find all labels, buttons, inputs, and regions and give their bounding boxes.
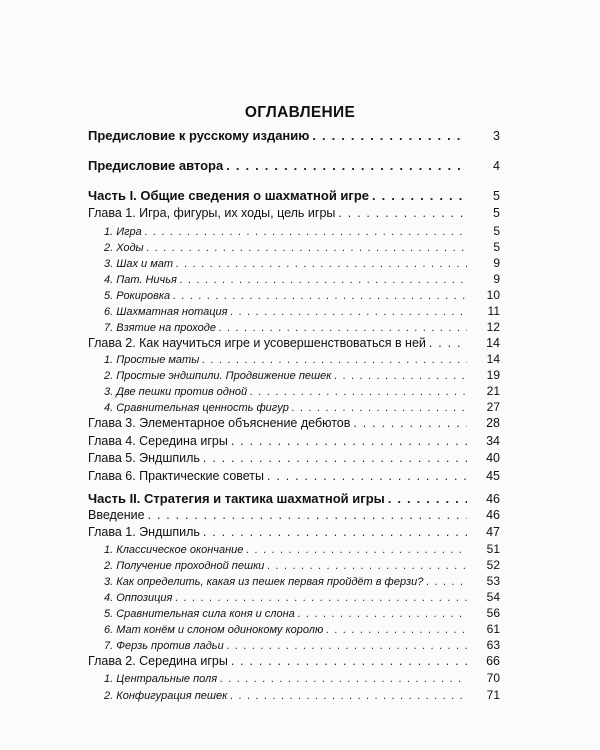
toc-entry-page-number: 3 xyxy=(493,129,500,143)
toc-entry-title: 5. Рокировка xyxy=(104,290,171,302)
toc-entry xyxy=(88,688,500,702)
toc-entry xyxy=(88,606,500,620)
toc-entry-title: Глава 5. Эндшпиль xyxy=(88,451,200,465)
toc-entry-title: Предисловие автора xyxy=(88,158,224,173)
toc-entry-page-number: 34 xyxy=(486,434,500,448)
toc-entry xyxy=(88,240,500,254)
toc-entry-page-number: 27 xyxy=(486,400,500,414)
toc-entry-page-number: 11 xyxy=(487,304,500,318)
dot-leader xyxy=(372,188,467,203)
toc-entry-title: 4. Пат. Ничья xyxy=(104,274,177,286)
toc-entry-title: 1. Простые маты xyxy=(104,354,200,366)
toc-entry-page-number: 9 xyxy=(493,256,500,270)
dot-leader xyxy=(426,576,467,588)
toc-entry-title: 1. Игра xyxy=(104,226,142,238)
toc-entry-page-number: 46 xyxy=(486,492,500,506)
dot-leader xyxy=(250,386,467,398)
toc-entry-title: 5. Сравнительная сила коня и слона xyxy=(104,608,295,620)
dot-leader xyxy=(147,242,467,254)
toc-entry-title: Часть II. Стратегия и тактика шахматной игры xyxy=(88,491,385,506)
dot-leader xyxy=(226,158,467,173)
dot-leader xyxy=(231,654,467,668)
toc-entry-title: Введение xyxy=(88,508,145,522)
dot-leader xyxy=(202,354,467,366)
toc-entry-title: 3. Две пешки против одной xyxy=(104,386,248,398)
toc-entry-page-number: 5 xyxy=(493,206,500,220)
toc-entry xyxy=(88,491,500,506)
toc-entry-title: Глава 6. Практические советы xyxy=(88,469,265,483)
dot-leader xyxy=(338,206,467,220)
dot-leader xyxy=(388,491,467,506)
toc-entry xyxy=(88,288,500,302)
toc-entry-page-number: 19 xyxy=(486,368,500,382)
dot-leader xyxy=(246,544,467,556)
toc-entry xyxy=(88,158,500,173)
dot-leader xyxy=(203,451,467,465)
toc-entry-page-number: 51 xyxy=(486,542,500,556)
toc-entry xyxy=(88,368,500,382)
toc-entry xyxy=(88,654,500,668)
toc-entry xyxy=(88,558,500,572)
toc-entry xyxy=(88,400,500,414)
toc-entry-page-number: 47 xyxy=(486,525,500,539)
toc-entry-page-number: 61 xyxy=(486,622,500,636)
toc-entry-page-number: 71 xyxy=(486,688,500,702)
toc-entry xyxy=(88,434,500,448)
toc-entry-page-number: 52 xyxy=(486,558,500,572)
dot-leader xyxy=(203,525,467,539)
toc-entry-page-number: 28 xyxy=(486,416,500,430)
toc-entry-page-number: 10 xyxy=(486,288,500,302)
toc-entry-page-number: 14 xyxy=(486,352,500,366)
toc-entry-title: 1. Классическое окончание xyxy=(104,544,244,556)
toc-entry xyxy=(88,542,500,556)
toc-entry-title: Глава 1. Игра, фигуры, их ходы, цель игры xyxy=(88,206,336,220)
dot-leader xyxy=(176,258,467,270)
toc-entry-title: 4. Сравнительная ценность фигур xyxy=(104,402,289,414)
toc-entry xyxy=(88,525,500,539)
toc-entry xyxy=(88,188,500,203)
toc-entry-title: 2. Ходы xyxy=(104,242,144,254)
toc-entry-page-number: 46 xyxy=(486,508,500,522)
toc-entry-page-number: 54 xyxy=(486,590,500,604)
toc-entry xyxy=(88,638,500,652)
toc-entry-title: 1. Центральные поля xyxy=(104,673,218,685)
toc-entry xyxy=(88,206,500,220)
toc-entry-page-number: 9 xyxy=(493,272,500,286)
dot-leader xyxy=(175,592,467,604)
toc-entry-page-number: 14 xyxy=(486,336,500,350)
toc-entry xyxy=(88,384,500,398)
toc-entry xyxy=(88,508,500,522)
page-title: ОГЛАВЛЕНИЕ xyxy=(244,104,356,121)
toc-entry-page-number: 53 xyxy=(486,574,500,588)
toc-entry-title: 4. Оппозиция xyxy=(104,592,173,604)
toc-entry xyxy=(88,256,500,270)
toc-entry-page-number: 63 xyxy=(486,638,500,652)
dot-leader xyxy=(326,624,467,636)
toc-entry xyxy=(88,352,500,366)
toc-entry-title: 2. Конфигурация пешек xyxy=(104,690,228,702)
toc-entry-title: 7. Ферзь против ладьи xyxy=(104,640,224,652)
toc-entry xyxy=(88,469,500,483)
toc-entry-title: Глава 3. Элементарное объяснение дебютов xyxy=(88,416,351,430)
toc-entry-page-number: 56 xyxy=(486,606,500,620)
toc-entry xyxy=(88,336,500,350)
toc-entry xyxy=(88,416,500,430)
toc-entry-page-number: 45 xyxy=(486,469,500,483)
dot-leader xyxy=(292,402,467,414)
toc-entry-title: 3. Как определить, какая из пешек первая пройдёт в ферзи? xyxy=(104,576,424,588)
toc-entry xyxy=(88,671,500,685)
dot-leader xyxy=(230,690,467,702)
toc-entry xyxy=(88,304,500,318)
toc-entry-title: 6. Мат конём и слоном одинокому королю xyxy=(104,624,324,636)
toc-entry-page-number: 40 xyxy=(486,451,500,465)
toc-entry-title: Глава 1. Эндшпиль xyxy=(88,525,200,539)
dot-leader xyxy=(267,560,467,572)
dot-leader xyxy=(298,608,467,620)
toc-entry-page-number: 5 xyxy=(493,189,500,203)
dot-leader xyxy=(231,434,467,448)
dot-leader xyxy=(312,128,467,143)
dot-leader xyxy=(173,290,467,302)
toc-entry-page-number: 12 xyxy=(486,320,500,334)
dot-leader xyxy=(219,322,467,334)
dot-leader xyxy=(334,370,467,382)
toc-entry-title: Глава 2. Как научиться игре и усовершенствоваться в ней xyxy=(88,336,426,350)
dot-leader xyxy=(231,306,467,318)
dot-leader xyxy=(145,226,467,238)
toc-entry-page-number: 66 xyxy=(486,654,500,668)
toc-entry-title: Предисловие к русскому изданию xyxy=(88,128,310,143)
toc-entry-title: 2. Получение проходной пешки xyxy=(104,560,265,572)
toc-entry xyxy=(88,320,500,334)
toc-entry-title: 3. Шах и мат xyxy=(104,258,174,270)
toc-entry-page-number: 4 xyxy=(493,159,500,173)
dot-leader xyxy=(227,640,467,652)
toc-entry-title: 6. Шахматная нотация xyxy=(104,306,228,318)
toc-entry-page-number: 5 xyxy=(493,224,500,238)
toc-entry-page-number: 5 xyxy=(493,240,500,254)
toc-entry-title: 7. Взятие на проходе xyxy=(104,322,216,334)
dot-leader xyxy=(429,336,467,350)
toc-entry-title: Часть I. Общие сведения о шахматной игре xyxy=(88,188,370,203)
dot-leader xyxy=(180,274,467,286)
dot-leader xyxy=(220,673,467,685)
toc-entry-page-number: 70 xyxy=(486,671,500,685)
toc-entry-title: Глава 4. Середина игры xyxy=(88,434,228,448)
toc-entry xyxy=(88,622,500,636)
toc-entry xyxy=(88,272,500,286)
toc-entry-page-number: 21 xyxy=(486,384,500,398)
toc-entry-title: Глава 2. Середина игры xyxy=(88,654,228,668)
dot-leader xyxy=(148,508,467,522)
dot-leader xyxy=(267,469,467,483)
toc-entry-title: 2. Простые эндшпили. Продвижение пешек xyxy=(104,370,332,382)
toc-entry xyxy=(88,128,500,143)
toc-entry xyxy=(88,590,500,604)
toc-entry xyxy=(88,224,500,238)
toc-entry xyxy=(88,574,500,588)
toc-entry xyxy=(88,451,500,465)
dot-leader xyxy=(353,416,467,430)
